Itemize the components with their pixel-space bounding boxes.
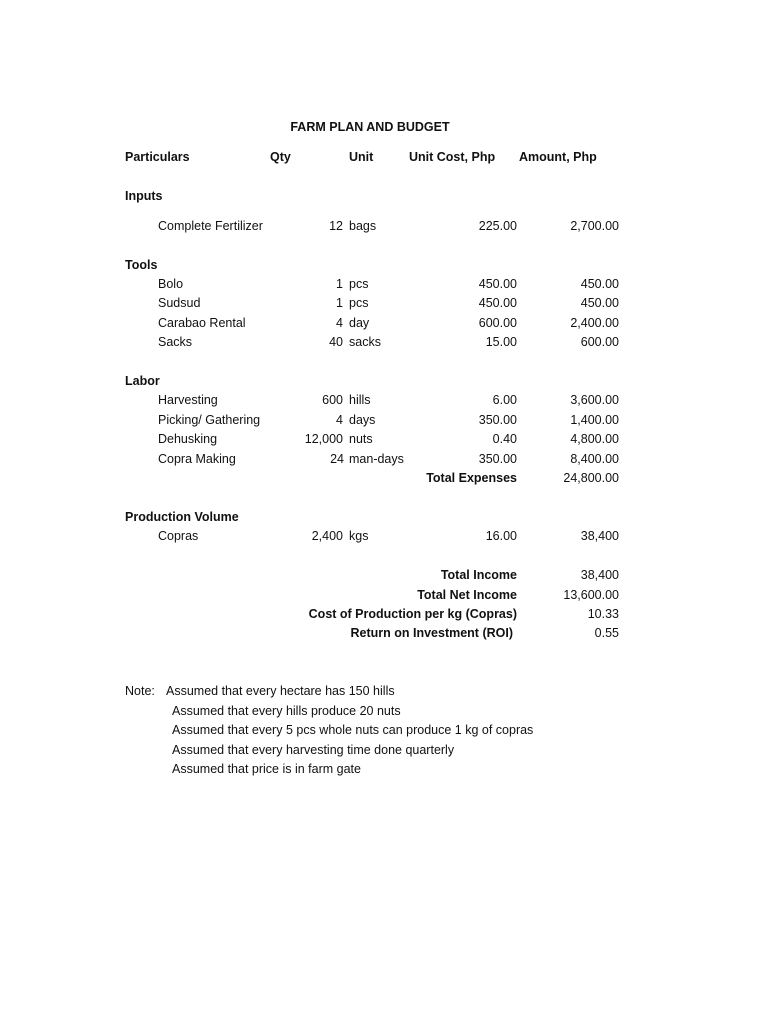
item-name: Dehusking xyxy=(158,432,218,446)
note-line: Assumed that every harvesting time done quarterly xyxy=(172,743,455,757)
item-qty: 24 xyxy=(330,452,344,466)
summary-label: Return on Investment (ROI) xyxy=(350,626,513,640)
item-unit: kgs xyxy=(349,529,369,543)
item-name: Sacks xyxy=(158,335,193,349)
item-unit: days xyxy=(349,413,376,427)
item-name: Sudsud xyxy=(158,296,201,310)
item-unit-cost: 15.00 xyxy=(485,335,517,349)
item-name: Complete Fertilizer xyxy=(158,219,263,233)
summary-label: Cost of Production per kg (Copras) xyxy=(308,607,517,621)
item-amount: 3,600.00 xyxy=(570,393,619,407)
item-name: Copra Making xyxy=(158,452,236,466)
item-unit: man-days xyxy=(349,452,404,466)
summary-value: 38,400 xyxy=(580,568,619,582)
note-line: Assumed that every hills produce 20 nuts xyxy=(172,704,401,718)
item-amount: 2,700.00 xyxy=(570,219,619,233)
item-name: Picking/ Gathering xyxy=(158,413,261,427)
header-unit-cost: Unit Cost, Php xyxy=(409,150,496,164)
section-label-production: Production Volume xyxy=(125,510,239,524)
item-amount: 4,800.00 xyxy=(570,432,619,446)
note-line: Assumed that price is in farm gate xyxy=(172,762,361,776)
note-label: Note: xyxy=(125,684,155,698)
item-qty: 12,000 xyxy=(304,432,343,446)
item-qty: 4 xyxy=(336,413,343,427)
page-title: FARM PLAN AND BUDGET xyxy=(290,120,450,134)
note-line: Assumed that every 5 pcs whole nuts can produce 1 kg of copras xyxy=(172,723,534,737)
item-qty: 1 xyxy=(336,277,343,291)
item-qty: 12 xyxy=(329,219,343,233)
summary-label: Total Income xyxy=(440,568,517,582)
section-label-tools: Tools xyxy=(125,258,158,272)
item-unit-cost: 225.00 xyxy=(478,219,517,233)
item-unit: pcs xyxy=(349,277,369,291)
total-expenses-label: Total Expenses xyxy=(426,471,517,485)
item-unit-cost: 350.00 xyxy=(478,413,517,427)
item-amount: 8,400.00 xyxy=(570,452,619,466)
item-qty: 2,400 xyxy=(311,529,343,543)
item-name: Carabao Rental xyxy=(158,316,246,330)
item-unit: day xyxy=(349,316,370,330)
item-qty: 1 xyxy=(336,296,343,310)
item-unit: hills xyxy=(349,393,371,407)
item-amount: 450.00 xyxy=(580,277,619,291)
item-unit: nuts xyxy=(349,432,373,446)
item-unit: bags xyxy=(349,219,377,233)
summary-value: 13,600.00 xyxy=(563,588,619,602)
item-unit-cost: 450.00 xyxy=(478,296,517,310)
summary-value: 0.55 xyxy=(594,626,619,640)
item-qty: 4 xyxy=(336,316,343,330)
item-name: Bolo xyxy=(158,277,184,291)
total-expenses-value: 24,800.00 xyxy=(563,471,619,485)
item-unit: sacks xyxy=(349,335,381,349)
summary-value: 10.33 xyxy=(587,607,619,621)
item-qty: 40 xyxy=(329,335,343,349)
header-amount: Amount, Php xyxy=(519,150,597,164)
item-amount: 450.00 xyxy=(580,296,619,310)
item-unit-cost: 450.00 xyxy=(478,277,517,291)
item-name: Harvesting xyxy=(158,393,218,407)
item-qty: 600 xyxy=(322,393,343,407)
note-line: Assumed that every hectare has 150 hills xyxy=(166,684,395,698)
item-amount: 38,400 xyxy=(580,529,619,543)
item-amount: 1,400.00 xyxy=(570,413,619,427)
item-unit-cost: 16.00 xyxy=(485,529,517,543)
item-unit-cost: 600.00 xyxy=(478,316,517,330)
item-amount: 2,400.00 xyxy=(570,316,619,330)
item-name: Copras xyxy=(158,529,199,543)
summary-label: Total Net Income xyxy=(417,588,517,602)
item-unit-cost: 350.00 xyxy=(478,452,517,466)
header-particulars: Particulars xyxy=(125,150,190,164)
item-unit-cost: 6.00 xyxy=(492,393,517,407)
item-unit-cost: 0.40 xyxy=(492,432,517,446)
item-amount: 600.00 xyxy=(580,335,619,349)
item-unit: pcs xyxy=(349,296,369,310)
section-label-labor: Labor xyxy=(125,374,160,388)
header-unit: Unit xyxy=(349,150,374,164)
header-qty: Qty xyxy=(270,150,291,164)
section-label-inputs: Inputs xyxy=(125,189,163,203)
